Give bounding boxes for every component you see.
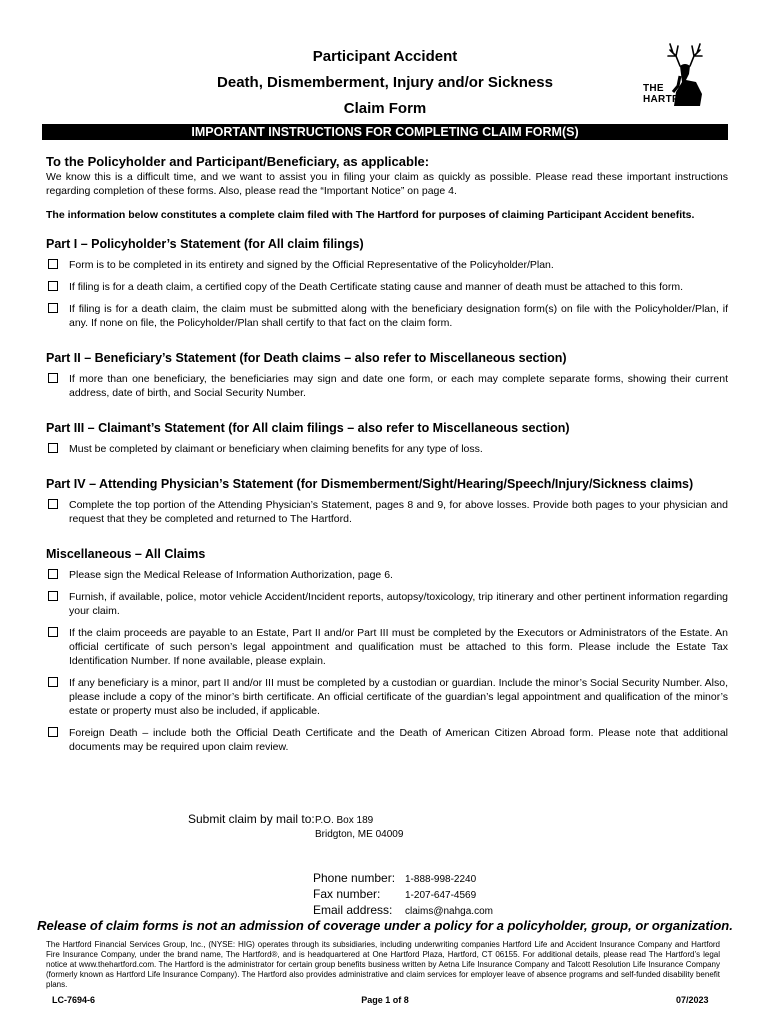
section-heading: Part III – Claimant’s Statement (for All claim filings – also refer to Miscellaneous section) [46, 421, 570, 435]
checklist-item [46, 280, 728, 294]
title-line-3: Claim Form [343, 100, 427, 117]
release-statement: Release of claim forms is not an admission of coverage under a policy for a policyholder, group, or organization. [37, 918, 733, 933]
section-heading: Part II – Beneficiary’s Statement (for Death claims – also refer to Miscellaneous section) [46, 351, 567, 365]
mail-label: Submit claim by mail to: [188, 812, 315, 826]
mailing-address [315, 814, 403, 842]
company-logo-text [643, 83, 702, 105]
checkbox[interactable] [48, 727, 58, 737]
section-heading: Miscellaneous – All Claims [46, 547, 206, 561]
checklist-item-text: If more than one beneficiary, the beneficiaries may sign and date one form, or each may complete separate forms, showing their current address, date of birth, and Social Security Number. [69, 373, 728, 399]
checklist-item [46, 498, 728, 526]
checklist-item [46, 676, 728, 718]
fax-number: 1-207-647-4569 [405, 890, 477, 901]
title-line-1: Participant Accident [312, 48, 458, 65]
form-date: 07/2023 [676, 995, 709, 1005]
intro-text: We know this is a difficult time, and we want to assist you in filing your claim as quickly as possible. Please read these important instructions regarding completion of these forms. Also, please read the “Important Notice” on page 4. [46, 171, 728, 197]
checkbox[interactable] [48, 499, 58, 509]
contact-info [313, 871, 493, 919]
checkbox[interactable] [48, 569, 58, 579]
checklist-item [46, 442, 728, 456]
page-number: Page 1 of 8 [361, 995, 409, 1005]
instructions-banner: IMPORTANT INSTRUCTIONS FOR COMPLETING CLAIM FORM(S) [42, 124, 728, 140]
checklist-item-text: Please sign the Medical Release of Information Authorization, page 6. [69, 569, 393, 581]
checkbox[interactable] [48, 259, 58, 269]
title-line-2: Death, Dismemberment, Injury and/or Sickness [217, 74, 553, 91]
checklist-item [46, 258, 728, 272]
checklist-item-text: Foreign Death – include both the Official Death Certificate and the Death of American Citizen Abroad form. Please note that additional documents may be required upon claim review. [69, 727, 728, 753]
section-part-2 [46, 350, 728, 400]
checkbox[interactable] [48, 281, 58, 291]
fax-label: Fax number: [313, 887, 381, 901]
checklist-item-text: If the claim proceeds are payable to an Estate, Part II and/or Part III must be completed by the Executors or Administrators of the Estate. An official certificate of such person’s legal appointment and qualification must be attached to this form. Please include the Estate Tax Identification Number. If none available, please explain. [69, 627, 728, 667]
checkbox[interactable] [48, 303, 58, 313]
checkbox[interactable] [48, 627, 58, 637]
checklist-item-text: If filing is for a death claim, the claim must be submitted along with the beneficiary designation form(s) on file with the Policyholder/Plan, if any. If none on file, the Policyholder/Plan shall certify to that fact on the claim form. [69, 303, 728, 329]
address-line-1: P.O. Box 189 [315, 815, 374, 826]
checklist-item [46, 568, 728, 582]
checklist-item-text: Must be completed by claimant or beneficiary when claiming benefits for any type of loss. [69, 443, 483, 455]
checklist-item [46, 590, 728, 618]
form-number: LC-7694-6 [52, 995, 96, 1005]
section-part-1 [46, 236, 728, 330]
email-address[interactable]: claims@nahga.com [405, 906, 493, 917]
checklist-item-text: Furnish, if available, police, motor vehicle Accident/Incident reports, autopsy/toxicology, trip itinerary and other pertinent information regarding your claim. [69, 591, 728, 617]
checkbox[interactable] [48, 591, 58, 601]
fax-row [313, 887, 493, 903]
checklist-item [46, 302, 728, 330]
checkbox[interactable] [48, 373, 58, 383]
email-row [313, 903, 493, 919]
checklist-item-text: If filing is for a death claim, a certified copy of the Death Certificate stating cause and manner of death must be attached to this form. [69, 281, 683, 293]
section-part-3 [46, 420, 728, 456]
checklist-item [46, 626, 728, 668]
legal-fine-print: The Hartford Financial Services Group, Inc., (NYSE: HIG) operates through its subsidiaries, including underwriting companies Hartford Life and Accident Insurance Company and Hartford Fire Insurance Company, under the brand name, The Hartford®, and is headquartered at One Hartford Plaza, Hartford, CT 06155. For additional details, please read The Hartford’s legal notice at www.thehartford.com. The Hartford is the administrator for certain group benefits business written by Aetna Life Insurance Company and Talcott Resolution Life Insurance Company (formerly known as Hartford Life Insurance Company). The Hartford also provides administrative and claim services for employer leave of absence programs and self-funded disability benefit plans. [46, 940, 720, 989]
checklist-item [46, 372, 728, 400]
instructions-content [46, 154, 728, 774]
section-heading: Part IV – Attending Physician’s Statement (for Dismemberment/Sight/Hearing/Speech/Injury/Sickness claims) [46, 477, 694, 491]
logo-text-hartford: HARTFORD [643, 94, 702, 105]
logo-text-the: THE [643, 83, 664, 94]
address-line-2: Bridgton, ME 04009 [315, 829, 404, 840]
complete-claim-statement: The information below constitutes a complete claim filed with The Hartford for purposes of claiming Participant Accident benefits. [46, 209, 695, 221]
checklist-item-text: Complete the top portion of the Attending Physician’s Statement, pages 8 and 9, for above losses. Provide both pages to your physician and request that they be completed and returned to The Hartford. [69, 499, 728, 525]
section-heading: Part I – Policyholder’s Statement (for All claim filings) [46, 237, 364, 251]
section-part-4 [46, 476, 728, 526]
intro-heading: To the Policyholder and Participant/Beneficiary, as applicable: [46, 154, 430, 169]
form-title [140, 44, 630, 122]
phone-number: 1-888-998-2240 [405, 874, 477, 885]
phone-label: Phone number: [313, 871, 396, 885]
checklist-item [46, 726, 728, 754]
checklist-item-text: If any beneficiary is a minor, part II and/or III must be completed by a custodian or guardian. Include the minor’s Social Security Number. Also, please include a copy of the minor’s birth certificate. An official certificate of the guardian’s legal appointment and qualification of the minor’s estate or property must also be included, if applicable. [69, 677, 728, 717]
checklist-item-text: Form is to be completed in its entirety and signed by the Official Representative of the Policyholder/Plan. [69, 259, 554, 271]
email-label: Email address: [313, 903, 393, 917]
phone-row [313, 871, 493, 887]
checkbox[interactable] [48, 677, 58, 687]
section-miscellaneous [46, 546, 728, 754]
checkbox[interactable] [48, 443, 58, 453]
